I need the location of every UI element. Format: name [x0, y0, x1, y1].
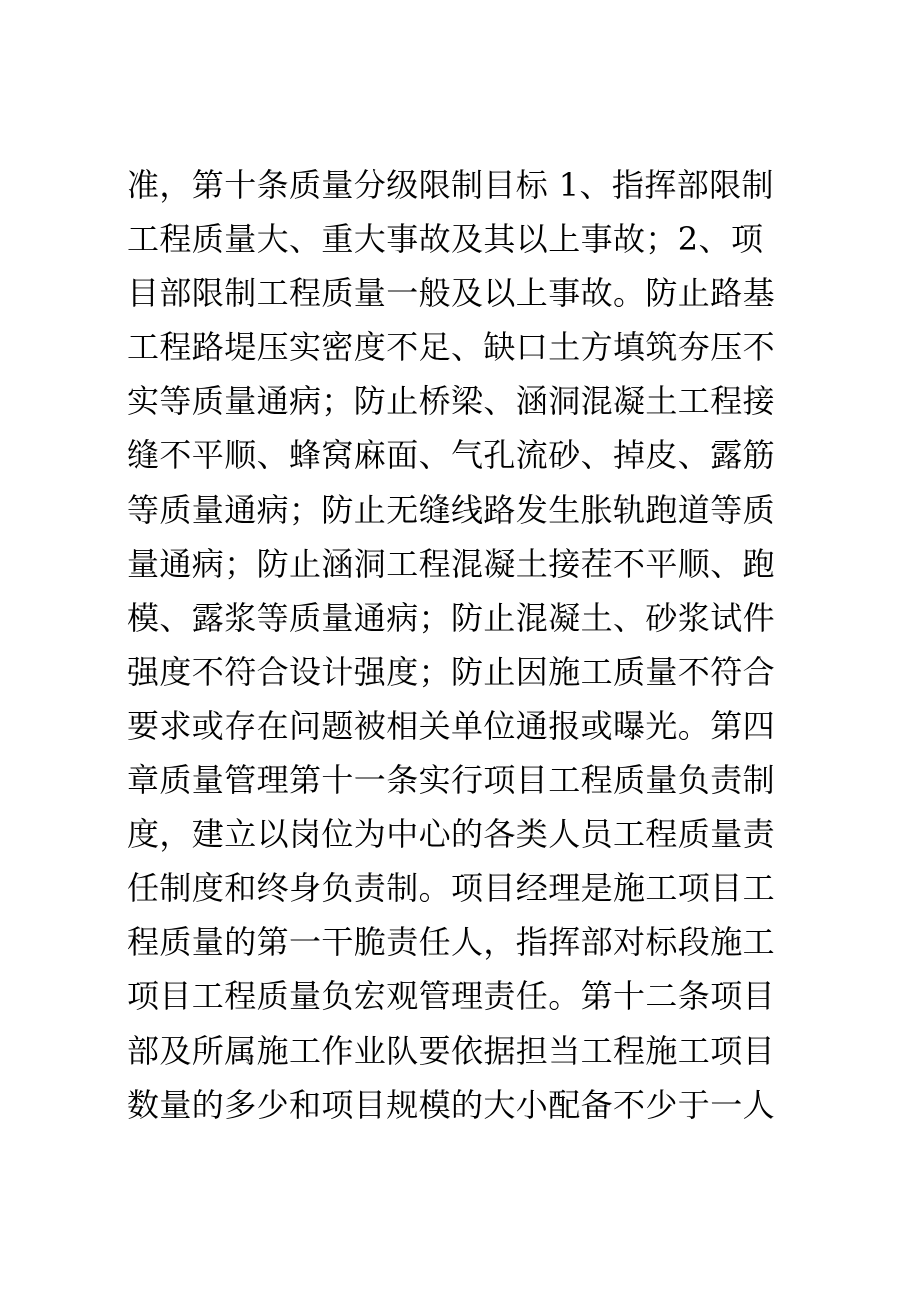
text-line: 强度不符合设计强度；防止因施工质量不符合 [127, 652, 776, 691]
text-line: 量通病；防止涵洞工程混凝土接茬不平顺、跑 [127, 544, 776, 583]
text-line: 章质量管理第十一条实行项目工程质量负责制 [127, 761, 776, 800]
text-line: 项目工程质量负宏观管理责任。第十二条项目 [127, 977, 776, 1016]
text-line: 部及所属施工作业队要依据担当工程施工项目 [127, 1031, 776, 1070]
text-line: 数量的多少和项目规模的大小配备不少于一人 [127, 1085, 776, 1124]
text-line: 模、露浆等质量通病；防止混凝土、砂浆试件 [127, 598, 776, 637]
text-line: 缝不平顺、蜂窝麻面、气孔流砂、掉皮、露筋 [127, 436, 776, 475]
text-line: 等质量通病；防止无缝线路发生胀轨跑道等质 [127, 490, 776, 529]
text-line: 程质量的第一干脆责任人，指挥部对标段施工 [127, 923, 776, 962]
text-line: 准，第十条质量分级限制目标 1、指挥部限制 [127, 166, 774, 204]
text-line: 工程路堤压实密度不足、缺口土方填筑夯压不 [127, 328, 776, 367]
text-line: 实等质量通病；防止桥梁、涵洞混凝土工程接 [127, 382, 776, 421]
text-line: 目部限制工程质量一般及以上事故。防止路基 [127, 274, 776, 313]
text-line: 工程质量大、重大事故及其以上事故；2、项 [127, 220, 764, 259]
text-line: 度，建立以岗位为中心的各类人员工程质量责 [127, 815, 776, 854]
body-text [127, 158, 787, 1132]
text-line: 要求或存在问题被相关单位通报或曝光。第四 [127, 706, 776, 745]
text-line: 任制度和终身负责制。项目经理是施工项目工 [127, 869, 776, 908]
